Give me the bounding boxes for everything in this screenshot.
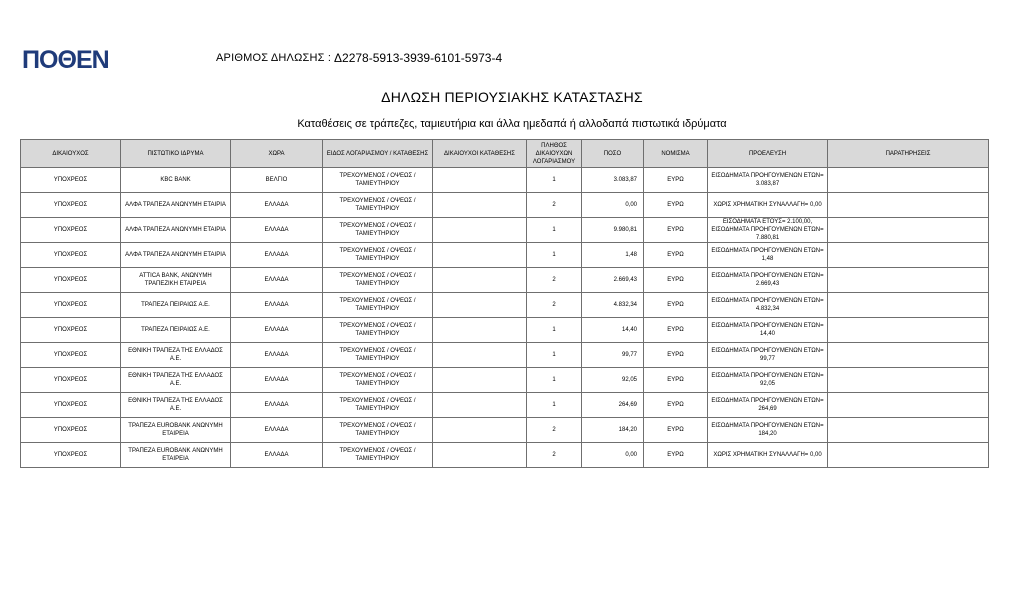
logo-text: ΠΟΘΕΝ	[22, 46, 109, 74]
origin-cell: ΕΙΣΟΔΗΜΑΤΑ ΠΡΟΗΓΟΥΜΕΝΩΝ ΕΤΩΝ= 4.832,34	[708, 293, 828, 318]
owner-cell: ΥΠΟΧΡΕΟΣ	[21, 193, 121, 218]
table-row	[21, 343, 989, 368]
origin-cell: ΕΙΣΟΔΗΜΑΤΑ ΠΡΟΗΓΟΥΜΕΝΩΝ ΕΤΩΝ= 3.083,87	[708, 168, 828, 193]
account-type-cell: ΤΡΕΧΟΥΜΕΝΟΣ / ΟΨΕΩΣ / ΤΑΜΙΕΥΤΗΡΙΟΥ	[323, 168, 433, 193]
owner-cell: ΥΠΟΧΡΕΟΣ	[21, 168, 121, 193]
column-header: ΔΙΚΑΙΟΥΧΟΙ ΚΑΤΑΘΕΣΗΣ	[433, 140, 527, 168]
column-header: ΝΟΜΙΣΜΑ	[644, 140, 708, 168]
amount-cell: 0,00	[582, 193, 644, 218]
country-cell: ΕΛΛΑΔΑ	[231, 418, 323, 443]
column-header: ΠΛΗΘΟΣ ΔΙΚΑΙΟΥΧΩΝ ΛΟΓΑΡΙΑΣΜΟΥ	[527, 140, 582, 168]
declaration-number: Δ2278-5913-3939-6101-5973-4	[334, 51, 503, 65]
table-row	[21, 268, 989, 293]
amount-cell: 264,69	[582, 393, 644, 418]
origin-cell: ΧΩΡΙΣ ΧΡΗΜΑΤΙΚΗ ΣΥΝΑΛΛΑΓΗ= 0,00	[708, 443, 828, 468]
country-cell: ΕΛΛΑΔΑ	[231, 393, 323, 418]
country-cell: ΕΛΛΑΔΑ	[231, 343, 323, 368]
notes-cell	[828, 268, 989, 293]
notes-cell	[828, 168, 989, 193]
co-owners-cell	[433, 168, 527, 193]
country-cell: ΕΛΛΑΔΑ	[231, 368, 323, 393]
bank-cell: ΑΛΦΑ ΤΡΑΠΕΖΑ ΑΝΩΝΥΜΗ ΕΤΑΙΡΙΑ	[121, 193, 231, 218]
page-subtitle: Καταθέσεις σε τράπεζες, ταμιευτήρια και άλλα ημεδαπά ή αλλοδαπά πιστωτικά ιδρύματα	[297, 118, 727, 130]
column-header: ΠΡΟΕΛΕΥΣΗ	[708, 140, 828, 168]
origin-cell: ΕΙΣΟΔΗΜΑΤΑ ΠΡΟΗΓΟΥΜΕΝΩΝ ΕΤΩΝ= 264,69	[708, 393, 828, 418]
co-owners-cell	[433, 393, 527, 418]
currency-cell: ΕΥΡΩ	[644, 268, 708, 293]
amount-cell: 0,00	[582, 443, 644, 468]
owner-cell: ΥΠΟΧΡΕΟΣ	[21, 393, 121, 418]
owner-cell: ΥΠΟΧΡΕΟΣ	[21, 268, 121, 293]
country-cell: ΕΛΛΑΔΑ	[231, 318, 323, 343]
bank-cell: ΕΘΝΙΚΗ ΤΡΑΠΕΖΑ ΤΗΣ ΕΛΛΑΔΟΣ Α.Ε.	[121, 343, 231, 368]
bank-cell: ΑΛΦΑ ΤΡΑΠΕΖΑ ΑΝΩΝΥΜΗ ΕΤΑΙΡΙΑ	[121, 243, 231, 268]
table-row	[21, 218, 989, 243]
currency-cell: ΕΥΡΩ	[644, 243, 708, 268]
origin-cell: ΕΙΣΟΔΗΜΑΤΑ ΠΡΟΗΓΟΥΜΕΝΩΝ ΕΤΩΝ= 1,48	[708, 243, 828, 268]
column-header: ΧΩΡΑ	[231, 140, 323, 168]
currency-cell: ΕΥΡΩ	[644, 418, 708, 443]
bank-cell: ΕΘΝΙΚΗ ΤΡΑΠΕΖΑ ΤΗΣ ΕΛΛΑΔΟΣ Α.Ε.	[121, 368, 231, 393]
table-row	[21, 168, 989, 193]
notes-cell	[828, 368, 989, 393]
bank-cell: ΤΡΑΠΕΖΑ ΠΕΙΡΑΙΩΣ Α.Ε.	[121, 318, 231, 343]
owners-count-cell: 1	[527, 243, 582, 268]
currency-cell: ΕΥΡΩ	[644, 193, 708, 218]
account-type-cell: ΤΡΕΧΟΥΜΕΝΟΣ / ΟΨΕΩΣ / ΤΑΜΙΕΥΤΗΡΙΟΥ	[323, 443, 433, 468]
country-cell: ΕΛΛΑΔΑ	[231, 268, 323, 293]
table-row	[21, 243, 989, 268]
currency-cell: ΕΥΡΩ	[644, 343, 708, 368]
table-row	[21, 418, 989, 443]
owners-count-cell: 2	[527, 268, 582, 293]
co-owners-cell	[433, 368, 527, 393]
table-row	[21, 443, 989, 468]
origin-cell: ΕΙΣΟΔΗΜΑΤΑ ΠΡΟΗΓΟΥΜΕΝΩΝ ΕΤΩΝ= 99,77	[708, 343, 828, 368]
amount-cell: 184,20	[582, 418, 644, 443]
account-type-cell: ΤΡΕΧΟΥΜΕΝΟΣ / ΟΨΕΩΣ / ΤΑΜΙΕΥΤΗΡΙΟΥ	[323, 343, 433, 368]
co-owners-cell	[433, 218, 527, 243]
notes-cell	[828, 243, 989, 268]
owners-count-cell: 1	[527, 368, 582, 393]
origin-cell: ΧΩΡΙΣ ΧΡΗΜΑΤΙΚΗ ΣΥΝΑΛΛΑΓΗ= 0,00	[708, 193, 828, 218]
origin-cell: ΕΙΣΟΔΗΜΑΤΑ ΠΡΟΗΓΟΥΜΕΝΩΝ ΕΤΩΝ= 14,40	[708, 318, 828, 343]
notes-cell	[828, 343, 989, 368]
account-type-cell: ΤΡΕΧΟΥΜΕΝΟΣ / ΟΨΕΩΣ / ΤΑΜΙΕΥΤΗΡΙΟΥ	[323, 418, 433, 443]
table-row	[21, 293, 989, 318]
account-type-cell: ΤΡΕΧΟΥΜΕΝΟΣ / ΟΨΕΩΣ / ΤΑΜΙΕΥΤΗΡΙΟΥ	[323, 318, 433, 343]
table-row	[21, 368, 989, 393]
owner-cell: ΥΠΟΧΡΕΟΣ	[21, 243, 121, 268]
origin-cell: ΕΙΣΟΔΗΜΑΤΑ ΠΡΟΗΓΟΥΜΕΝΩΝ ΕΤΩΝ= 184,20	[708, 418, 828, 443]
account-type-cell: ΤΡΕΧΟΥΜΕΝΟΣ / ΟΨΕΩΣ / ΤΑΜΙΕΥΤΗΡΙΟΥ	[323, 293, 433, 318]
bank-cell: ΤΡΑΠΕΖΑ EUROBANK ΑΝΩΝΥΜΗ ΕΤΑΙΡΕΙΑ	[121, 443, 231, 468]
amount-cell: 4.832,34	[582, 293, 644, 318]
owner-cell: ΥΠΟΧΡΕΟΣ	[21, 218, 121, 243]
co-owners-cell	[433, 243, 527, 268]
currency-cell: ΕΥΡΩ	[644, 393, 708, 418]
currency-cell: ΕΥΡΩ	[644, 168, 708, 193]
notes-cell	[828, 418, 989, 443]
bank-cell: ΕΘΝΙΚΗ ΤΡΑΠΕΖΑ ΤΗΣ ΕΛΛΑΔΟΣ Α.Ε.	[121, 393, 231, 418]
currency-cell: ΕΥΡΩ	[644, 318, 708, 343]
account-type-cell: ΤΡΕΧΟΥΜΕΝΟΣ / ΟΨΕΩΣ / ΤΑΜΙΕΥΤΗΡΙΟΥ	[323, 393, 433, 418]
bank-cell: ATTICA BANK, ΑΝΩΝΥΜΗ ΤΡΑΠΕΖΙΚΗ ΕΤΑΙΡΕΙΑ	[121, 268, 231, 293]
country-cell: ΕΛΛΑΔΑ	[231, 218, 323, 243]
currency-cell: ΕΥΡΩ	[644, 368, 708, 393]
country-cell: ΕΛΛΑΔΑ	[231, 443, 323, 468]
poten-logo	[22, 44, 112, 74]
column-header: ΠΙΣΤΩΤΙΚΟ ΙΔΡΥΜΑ	[121, 140, 231, 168]
deposits-table	[20, 139, 989, 468]
account-type-cell: ΤΡΕΧΟΥΜΕΝΟΣ / ΟΨΕΩΣ / ΤΑΜΙΕΥΤΗΡΙΟΥ	[323, 268, 433, 293]
owners-count-cell: 2	[527, 418, 582, 443]
account-type-cell: ΤΡΕΧΟΥΜΕΝΟΣ / ΟΨΕΩΣ / ΤΑΜΙΕΥΤΗΡΙΟΥ	[323, 368, 433, 393]
amount-cell: 99,77	[582, 343, 644, 368]
owners-count-cell: 1	[527, 218, 582, 243]
country-cell: ΒΕΛΓΙΟ	[231, 168, 323, 193]
bank-cell: ΤΡΑΠΕΖΑ EUROBANK ΑΝΩΝΥΜΗ ΕΤΑΙΡΕΙΑ	[121, 418, 231, 443]
co-owners-cell	[433, 193, 527, 218]
table-header-row	[21, 140, 989, 168]
notes-cell	[828, 393, 989, 418]
currency-cell: ΕΥΡΩ	[644, 443, 708, 468]
notes-cell	[828, 443, 989, 468]
owners-count-cell: 1	[527, 393, 582, 418]
owners-count-cell: 1	[527, 318, 582, 343]
co-owners-cell	[433, 268, 527, 293]
owners-count-cell: 2	[527, 293, 582, 318]
account-type-cell: ΤΡΕΧΟΥΜΕΝΟΣ / ΟΨΕΩΣ / ΤΑΜΙΕΥΤΗΡΙΟΥ	[323, 218, 433, 243]
origin-cell: ΕΙΣΟΔΗΜΑΤΑ ΠΡΟΗΓΟΥΜΕΝΩΝ ΕΤΩΝ= 2.669,43	[708, 268, 828, 293]
origin-cell: ΕΙΣΟΔΗΜΑΤΑ ΕΤΟΥΣ= 2.100,00, ΕΙΣΟΔΗΜΑΤΑ ΠΡΟΗΓΟΥΜΕΝΩΝ ΕΤΩΝ= 7.880,81	[708, 218, 828, 243]
amount-cell: 14,40	[582, 318, 644, 343]
co-owners-cell	[433, 418, 527, 443]
bank-cell: KBC BANK	[121, 168, 231, 193]
amount-cell: 3.083,87	[582, 168, 644, 193]
co-owners-cell	[433, 443, 527, 468]
table-row	[21, 193, 989, 218]
owner-cell: ΥΠΟΧΡΕΟΣ	[21, 318, 121, 343]
account-type-cell: ΤΡΕΧΟΥΜΕΝΟΣ / ΟΨΕΩΣ / ΤΑΜΙΕΥΤΗΡΙΟΥ	[323, 243, 433, 268]
table-row	[21, 318, 989, 343]
declaration-label: ΑΡΙΘΜΟΣ ΔΗΛΩΣΗΣ :	[216, 52, 332, 64]
account-type-cell: ΤΡΕΧΟΥΜΕΝΟΣ / ΟΨΕΩΣ / ΤΑΜΙΕΥΤΗΡΙΟΥ	[323, 193, 433, 218]
column-header: ΔΙΚΑΙΟΥΧΟΣ	[21, 140, 121, 168]
amount-cell: 2.669,43	[582, 268, 644, 293]
notes-cell	[828, 318, 989, 343]
amount-cell: 92,05	[582, 368, 644, 393]
owners-count-cell: 2	[527, 193, 582, 218]
bank-cell: ΤΡΑΠΕΖΑ ΠΕΙΡΑΙΩΣ Α.Ε.	[121, 293, 231, 318]
table-row	[21, 393, 989, 418]
owner-cell: ΥΠΟΧΡΕΟΣ	[21, 293, 121, 318]
country-cell: ΕΛΛΑΔΑ	[231, 243, 323, 268]
currency-cell: ΕΥΡΩ	[644, 293, 708, 318]
table-body	[21, 168, 989, 468]
owner-cell: ΥΠΟΧΡΕΟΣ	[21, 418, 121, 443]
amount-cell: 1,48	[582, 243, 644, 268]
country-cell: ΕΛΛΑΔΑ	[231, 193, 323, 218]
column-header: ΕΙΔΟΣ ΛΟΓΑΡΙΑΣΜΟΥ / ΚΑΤΑΘΕΣΗΣ	[323, 140, 433, 168]
origin-cell: ΕΙΣΟΔΗΜΑΤΑ ΠΡΟΗΓΟΥΜΕΝΩΝ ΕΤΩΝ= 92,05	[708, 368, 828, 393]
owner-cell: ΥΠΟΧΡΕΟΣ	[21, 443, 121, 468]
co-owners-cell	[433, 343, 527, 368]
co-owners-cell	[433, 293, 527, 318]
owners-count-cell: 1	[527, 343, 582, 368]
owners-count-cell: 2	[527, 443, 582, 468]
owners-count-cell: 1	[527, 168, 582, 193]
notes-cell	[828, 293, 989, 318]
notes-cell	[828, 193, 989, 218]
currency-cell: ΕΥΡΩ	[644, 218, 708, 243]
country-cell: ΕΛΛΑΔΑ	[231, 293, 323, 318]
column-header: ΠΑΡΑΤΗΡΗΣΕΙΣ	[828, 140, 989, 168]
co-owners-cell	[433, 318, 527, 343]
notes-cell	[828, 218, 989, 243]
owner-cell: ΥΠΟΧΡΕΟΣ	[21, 368, 121, 393]
amount-cell: 9.980,81	[582, 218, 644, 243]
column-header: ΠΟΣΟ	[582, 140, 644, 168]
owner-cell: ΥΠΟΧΡΕΟΣ	[21, 343, 121, 368]
bank-cell: ΑΛΦΑ ΤΡΑΠΕΖΑ ΑΝΩΝΥΜΗ ΕΤΑΙΡΙΑ	[121, 218, 231, 243]
page-title: ΔΗΛΩΣΗ ΠΕΡΙΟΥΣΙΑΚΗΣ ΚΑΤΑΣΤΑΣΗΣ	[381, 89, 643, 105]
